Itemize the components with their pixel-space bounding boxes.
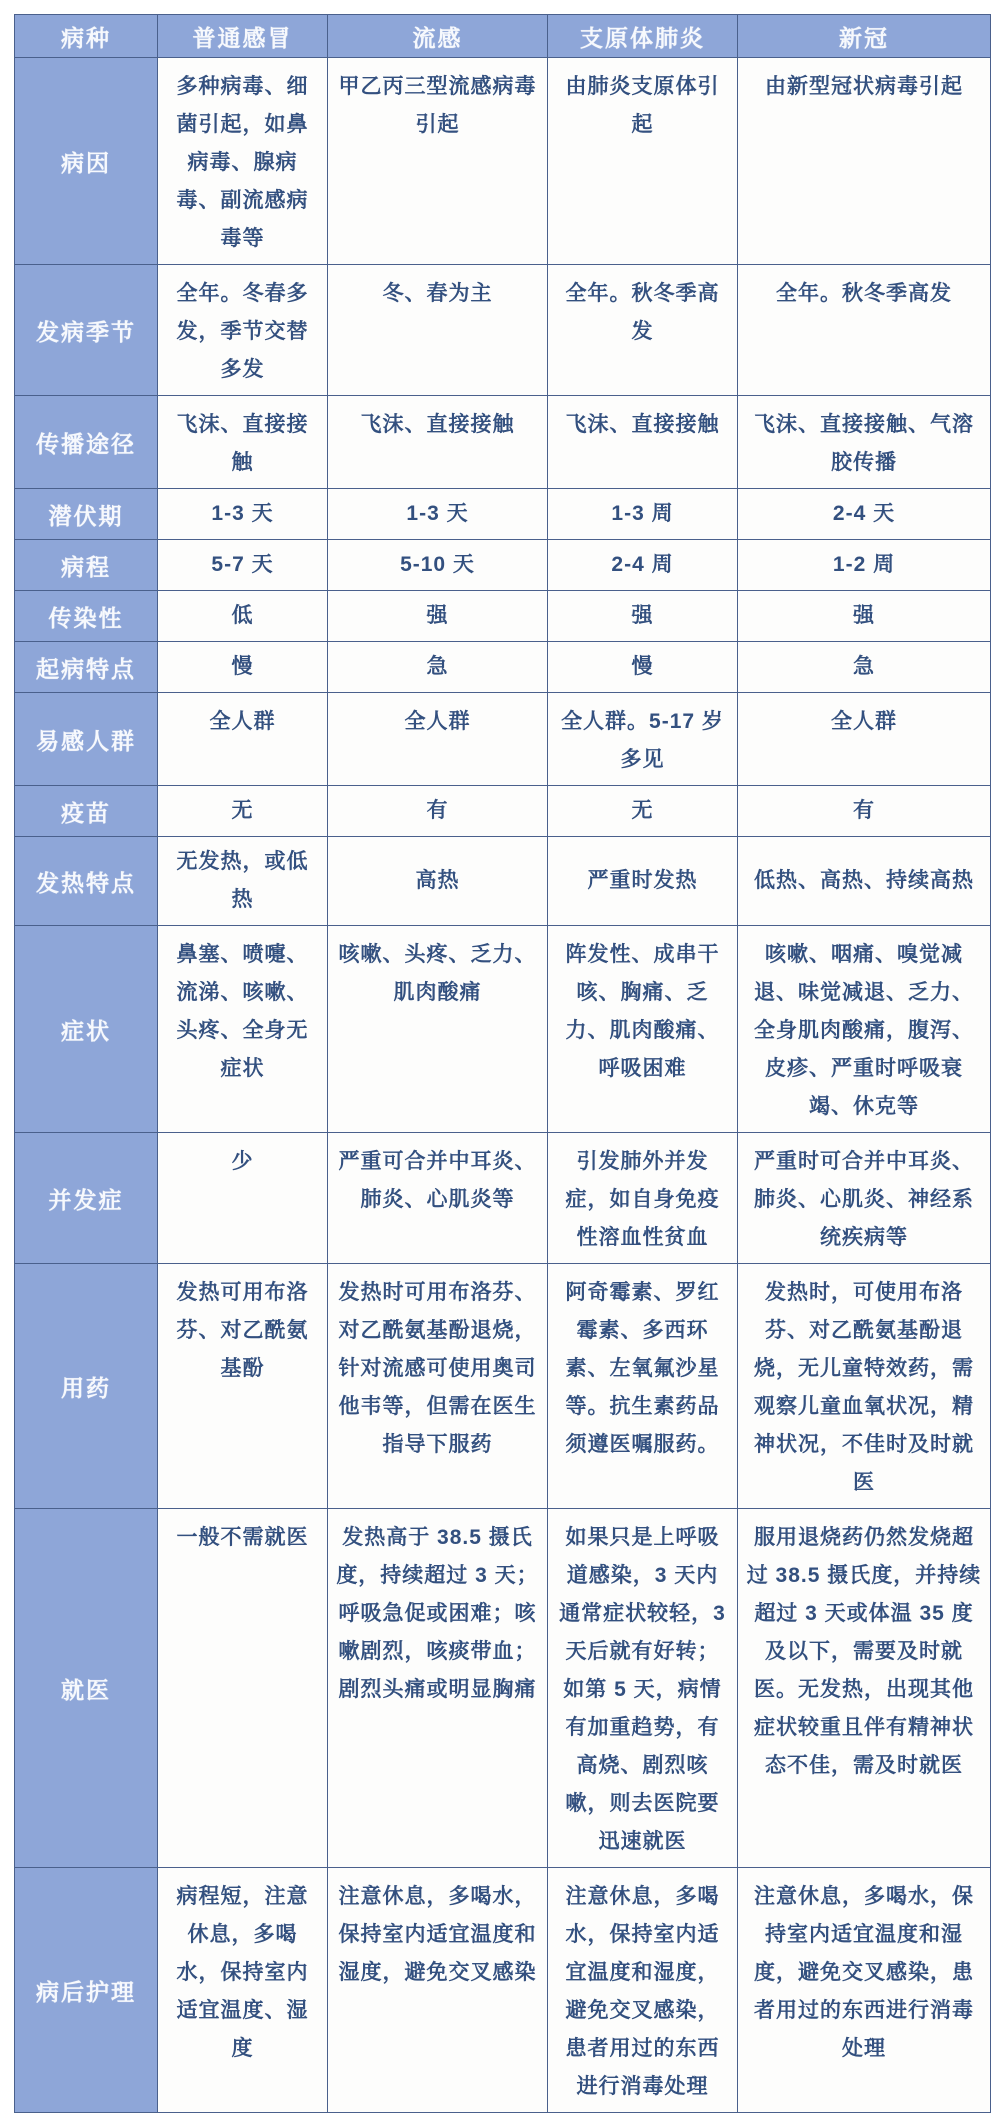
table-cell: 慢 (158, 642, 328, 693)
table-cell: 急 (738, 642, 991, 693)
row-label: 易感人群 (15, 693, 158, 786)
table-cell: 飞沫、直接接触、气溶胶传播 (738, 396, 991, 489)
table-cell: 高热 (328, 837, 548, 926)
table-cell: 阿奇霉素、罗红霉素、多西环素、左氧氟沙星等。抗生素药品须遵医嘱服药。 (548, 1264, 738, 1509)
table-cell: 多种病毒、细菌引起，如鼻病毒、腺病毒、副流感病毒等 (158, 58, 328, 265)
table-cell: 严重时可合并中耳炎、肺炎、心肌炎、神经系统疾病等 (738, 1133, 991, 1264)
table-cell: 1-3 天 (158, 489, 328, 540)
table-row (15, 837, 991, 926)
table-cell: 5-7 天 (158, 540, 328, 591)
table-row (15, 1868, 991, 2113)
table-cell: 咳嗽、头疼、乏力、肌肉酸痛 (328, 926, 548, 1133)
table-cell: 发热时可用布洛芬、对乙酰氨基酚退烧，针对流感可使用奥司他韦等，但需在医生指导下服药 (328, 1264, 548, 1509)
table-cell: 全人群 (328, 693, 548, 786)
table-cell: 1-3 天 (328, 489, 548, 540)
table-row (15, 1509, 991, 1868)
table-cell: 引发肺外并发症，如自身免疫性溶血性贫血 (548, 1133, 738, 1264)
row-label: 症状 (15, 926, 158, 1133)
table-cell: 严重可合并中耳炎、肺炎、心肌炎等 (328, 1133, 548, 1264)
table-cell: 全年。秋冬季高发 (738, 265, 991, 396)
table-cell: 低 (158, 591, 328, 642)
table-cell: 2-4 周 (548, 540, 738, 591)
table-row (15, 1264, 991, 1509)
row-label: 发病季节 (15, 265, 158, 396)
row-label: 传播途径 (15, 396, 158, 489)
column-header: 普通感冒 (158, 15, 328, 58)
table-row (15, 58, 991, 265)
table-cell: 阵发性、成串干咳、胸痛、乏力、肌肉酸痛、呼吸困难 (548, 926, 738, 1133)
row-label: 用药 (15, 1264, 158, 1509)
table-cell: 5-10 天 (328, 540, 548, 591)
table-cell: 无 (158, 786, 328, 837)
table-cell: 全年。秋冬季高发 (548, 265, 738, 396)
row-label: 传染性 (15, 591, 158, 642)
table-body (15, 58, 991, 2113)
table-cell: 病程短，注意休息，多喝水，保持室内适宜温度、湿度 (158, 1868, 328, 2113)
table-cell: 注意休息，多喝水，保持室内适宜温度和湿度，避免交叉感染，患者用过的东西进行消毒处理 (548, 1868, 738, 2113)
table-cell: 全人群 (158, 693, 328, 786)
row-label: 起病特点 (15, 642, 158, 693)
table-cell: 强 (328, 591, 548, 642)
table-cell: 少 (158, 1133, 328, 1264)
table-cell: 冬、春为主 (328, 265, 548, 396)
table-cell: 强 (548, 591, 738, 642)
table-cell: 无 (548, 786, 738, 837)
table-cell: 1-2 周 (738, 540, 991, 591)
table-cell: 慢 (548, 642, 738, 693)
table-row (15, 591, 991, 642)
table-cell: 发热高于 38.5 摄氏度，持续超过 3 天；呼吸急促或困难；咳嗽剧烈，咳痰带血；剧烈头痛或明显胸痛 (328, 1509, 548, 1868)
table-row (15, 540, 991, 591)
table-cell: 飞沫、直接接触 (548, 396, 738, 489)
row-label: 潜伏期 (15, 489, 158, 540)
table-cell: 急 (328, 642, 548, 693)
table-cell: 鼻塞、喷嚏、流涕、咳嗽、头疼、全身无症状 (158, 926, 328, 1133)
table-cell: 有 (328, 786, 548, 837)
table-cell: 发热可用布洛芬、对乙酰氨基酚 (158, 1264, 328, 1509)
table-row (15, 265, 991, 396)
table-cell: 服用退烧药仍然发烧超过 38.5 摄氏度，并持续超过 3 天或体温 35 度及以下，需要及时就医。无发热，出现其他症状较重且伴有精神状态不佳，需及时就医 (738, 1509, 991, 1868)
column-header: 新冠 (738, 15, 991, 58)
table-cell: 咳嗽、咽痛、嗅觉减退、味觉减退、乏力、全身肌肉酸痛，腹泻、皮疹、严重时呼吸衰竭、休克等 (738, 926, 991, 1133)
table-cell: 低热、高热、持续高热 (738, 837, 991, 926)
table-cell: 注意休息，多喝水，保持室内适宜温度和湿度，避免交叉感染，患者用过的东西进行消毒处理 (738, 1868, 991, 2113)
row-label: 病后护理 (15, 1868, 158, 2113)
table-cell: 由肺炎支原体引起 (548, 58, 738, 265)
table-row (15, 926, 991, 1133)
row-label: 病因 (15, 58, 158, 265)
table-cell: 一般不需就医 (158, 1509, 328, 1868)
column-header: 流感 (328, 15, 548, 58)
row-label: 发热特点 (15, 837, 158, 926)
header-row (15, 15, 991, 58)
row-label: 病程 (15, 540, 158, 591)
table-cell: 全人群。5-17 岁多见 (548, 693, 738, 786)
table-row (15, 489, 991, 540)
table-cell: 无发热，或低热 (158, 837, 328, 926)
table-cell: 发热时，可使用布洛芬、对乙酰氨基酚退烧，无儿童特效药，需观察儿童血氧状况，精神状况，不佳时及时就医 (738, 1264, 991, 1509)
table-cell: 严重时发热 (548, 837, 738, 926)
table-cell: 甲乙丙三型流感病毒引起 (328, 58, 548, 265)
table-cell: 强 (738, 591, 991, 642)
row-label: 疫苗 (15, 786, 158, 837)
table-cell: 飞沫、直接接触 (328, 396, 548, 489)
table-cell: 注意休息，多喝水，保持室内适宜温度和湿度，避免交叉感染 (328, 1868, 548, 2113)
table-cell: 有 (738, 786, 991, 837)
column-header: 支原体肺炎 (548, 15, 738, 58)
table-row (15, 1133, 991, 1264)
table-cell: 1-3 周 (548, 489, 738, 540)
row-label: 并发症 (15, 1133, 158, 1264)
comparison-table (14, 14, 991, 2113)
table-row (15, 693, 991, 786)
table-cell: 如果只是上呼吸道感染，3 天内通常症状较轻，3 天后就有好转；如第 5 天，病情有加重趋势，有高烧、剧烈咳嗽，则去医院要迅速就医 (548, 1509, 738, 1868)
table-cell: 飞沫、直接接触 (158, 396, 328, 489)
table-row (15, 642, 991, 693)
table-cell: 全人群 (738, 693, 991, 786)
row-label: 就医 (15, 1509, 158, 1868)
corner-header-disease-type: 病种 (15, 15, 158, 58)
table-cell: 全年。冬春多发，季节交替多发 (158, 265, 328, 396)
table-row (15, 786, 991, 837)
table-cell: 2-4 天 (738, 489, 991, 540)
table-row (15, 396, 991, 489)
table-cell: 由新型冠状病毒引起 (738, 58, 991, 265)
